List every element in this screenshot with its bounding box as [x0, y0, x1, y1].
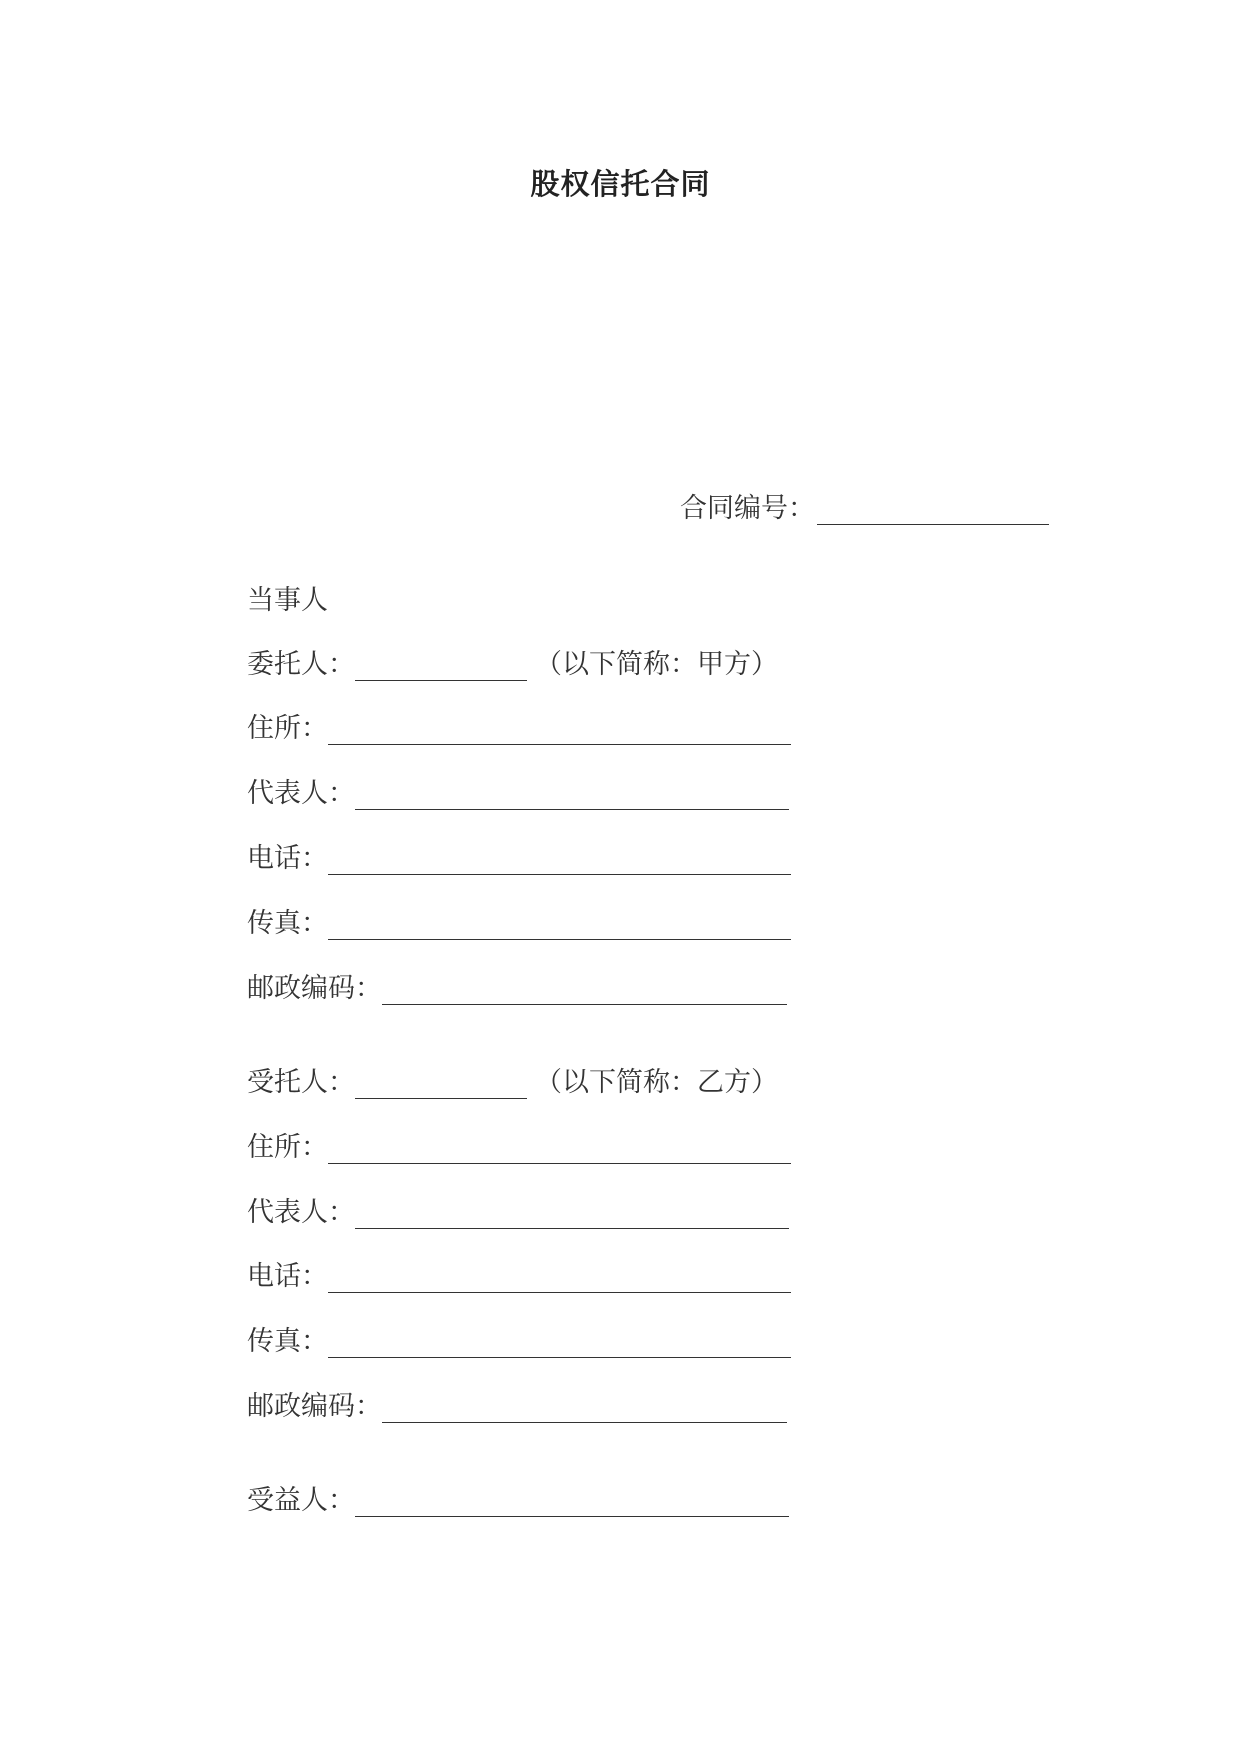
contract-number-label: 合同编号：	[680, 493, 815, 524]
trustee-postcode-label: 邮政编码：	[247, 1391, 382, 1422]
trustee-fax-row	[247, 1319, 791, 1358]
principal-fax-blank	[328, 913, 791, 940]
parties-heading: 当事人	[247, 585, 328, 616]
principal-address-row	[247, 706, 791, 745]
trustee-phone-label: 电话：	[247, 1261, 328, 1292]
principal-label: 委托人：	[247, 649, 355, 680]
document-title: 股权信托合同	[530, 167, 711, 201]
principal-row	[247, 642, 778, 681]
principal-phone-label: 电话：	[247, 843, 328, 874]
beneficiary-blank	[355, 1490, 789, 1517]
principal-postcode-row	[247, 966, 787, 1005]
principal-postcode-blank	[382, 978, 787, 1005]
principal-phone-row	[247, 836, 791, 875]
trustee-phone-row	[247, 1254, 791, 1293]
trustee-representative-row	[247, 1190, 789, 1229]
trustee-label: 受托人：	[247, 1067, 355, 1098]
trustee-blank	[355, 1072, 527, 1099]
beneficiary-row	[247, 1478, 789, 1517]
trustee-row	[247, 1060, 778, 1099]
trustee-address-blank	[328, 1137, 791, 1164]
principal-phone-blank	[328, 848, 791, 875]
trustee-fax-label: 传真：	[247, 1326, 328, 1357]
trustee-postcode-row	[247, 1384, 787, 1423]
trustee-postcode-blank	[382, 1396, 787, 1423]
principal-representative-row	[247, 771, 789, 810]
principal-representative-blank	[355, 783, 789, 810]
trustee-representative-blank	[355, 1202, 789, 1229]
trustee-address-label: 住所：	[247, 1132, 328, 1163]
principal-postcode-label: 邮政编码：	[247, 973, 382, 1004]
principal-fax-label: 传真：	[247, 908, 328, 939]
trustee-fax-blank	[328, 1331, 791, 1358]
contract-number-field	[680, 486, 1049, 525]
principal-fax-row	[247, 901, 791, 940]
trustee-representative-label: 代表人：	[247, 1197, 355, 1228]
contract-number-blank	[817, 498, 1049, 525]
trustee-address-row	[247, 1125, 791, 1164]
principal-address-label: 住所：	[247, 713, 328, 744]
beneficiary-label: 受益人：	[247, 1485, 355, 1516]
principal-blank	[355, 654, 527, 681]
principal-address-blank	[328, 718, 791, 745]
trustee-phone-blank	[328, 1266, 791, 1293]
trustee-suffix: （以下简称：乙方）	[535, 1067, 778, 1098]
principal-suffix: （以下简称：甲方）	[535, 649, 778, 680]
principal-representative-label: 代表人：	[247, 778, 355, 809]
